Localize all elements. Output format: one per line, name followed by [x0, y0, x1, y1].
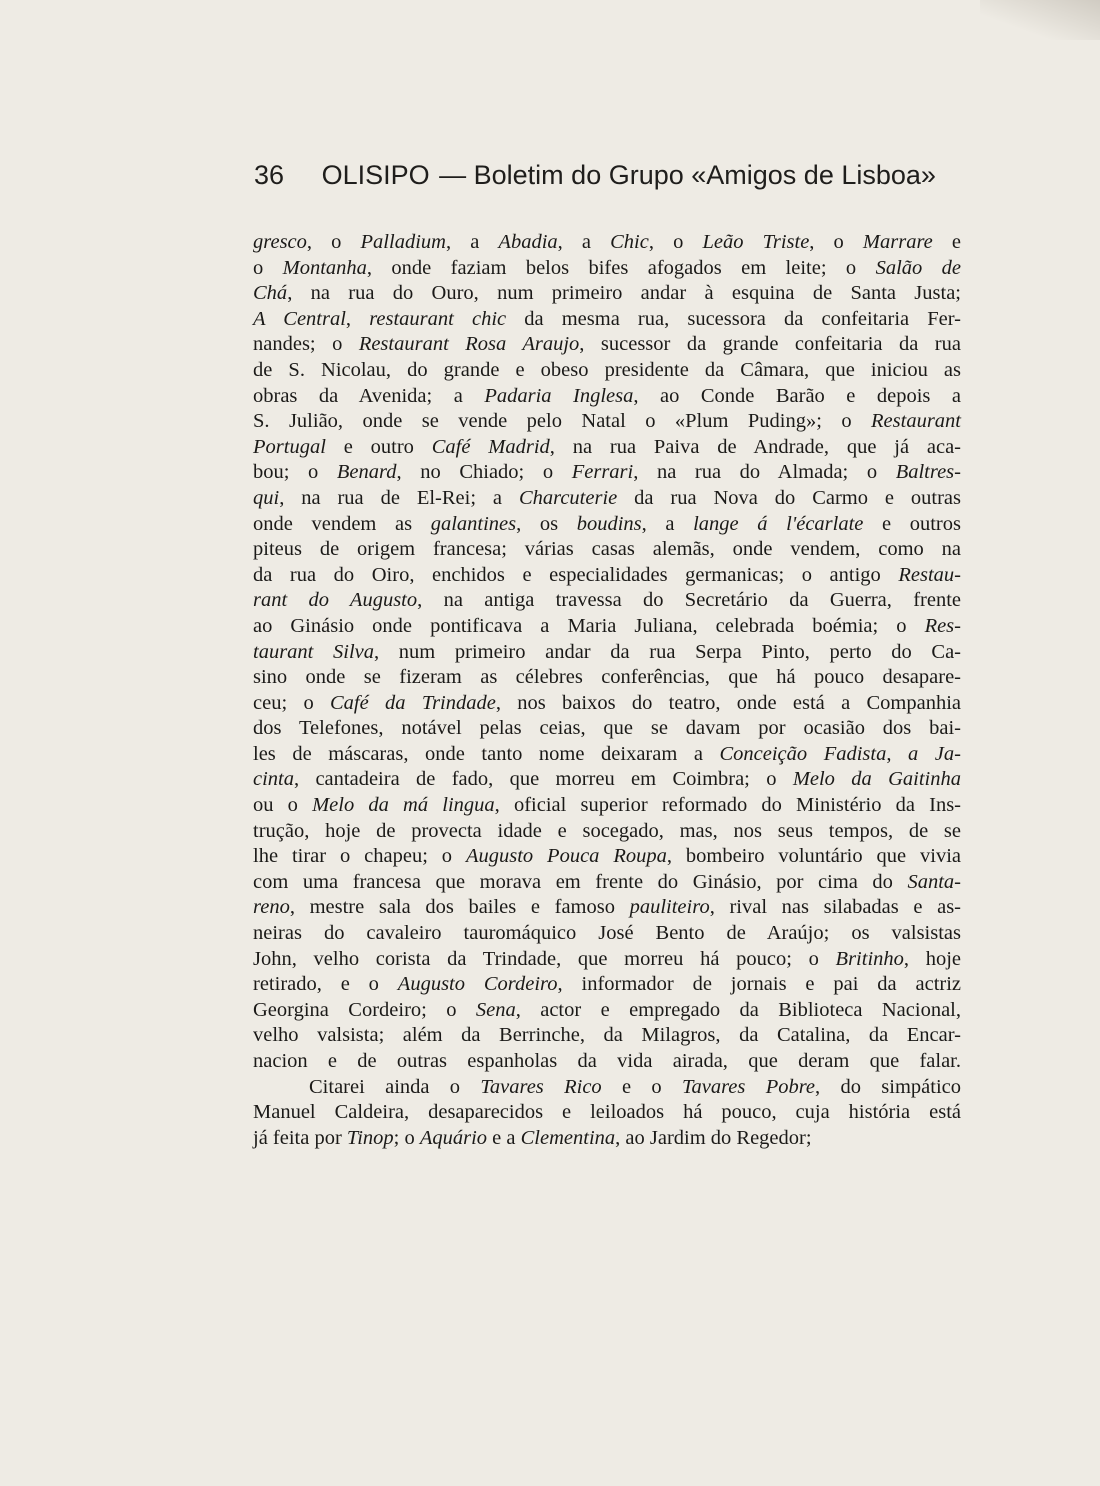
text-line: neiras do cavaleiro tauromáquico José Bento de Araújo; os valsistas [253, 922, 961, 945]
text-line: dos Telefones, notável pelas ceias, que se davam por ocasião dos bai- [253, 717, 961, 740]
text-line: Manuel Caldeira, desaparecidos e leiloados há pouco, cuja história está [253, 1101, 961, 1124]
text-line: nacion e de outras espanholas da vida airada, que deram que falar. [253, 1050, 961, 1072]
header-separator: — [439, 160, 467, 190]
text-line: gresco, o Palladium, a Abadia, a Chic, o Leão Triste, o Marrare e [253, 231, 962, 253]
text-line: de S. Nicolau, do grande e obeso presidente da Câmara, que iniciou as [253, 358, 961, 381]
text-line: trução, hoje de provecta idade e socegado, mas, nos seus tempos, de se [253, 819, 961, 842]
text-line: com uma francesa que morava em frente do Ginásio, por cima do Santa- [253, 870, 961, 893]
text-line: les de máscaras, onde tanto nome deixaram a Conceição Fadista, a Ja- [253, 742, 961, 765]
text-line: reno, mestre sala dos bailes e famoso pauliteiro, rival nas silabadas e as- [253, 896, 961, 919]
text-line: piteus de origem francesa; várias casas alemãs, onde vendem, como na [253, 538, 961, 561]
page-header [254, 160, 954, 204]
text-line: Citarei ainda o Tavares Rico e o Tavares Pobre, do simpático [309, 1075, 961, 1098]
text-line: qui, na rua de El-Rei; a Charcuterie da rua Nova do Carmo e outras [253, 486, 961, 509]
text-line: cinta, cantadeira de fado, que morreu em Coimbra; o Melo da Gaitinha [253, 768, 962, 791]
body-text [253, 230, 961, 1151]
text-line: obras da Avenida; a Padaria Inglesa, ao Conde Barão e depois a [253, 384, 962, 407]
text-line: ou o Melo da má lingua, oficial superior reformado do Ministério da Ins- [253, 794, 962, 817]
text-line: já feita por Tinop; o Aquário e a Clementina, ao Jardim do Regedor; [253, 1126, 812, 1149]
text-line: sino onde se fizeram as célebres conferências, que há pouco desapare- [253, 666, 961, 689]
text-line: velho valsista; além da Berrinche, da Milagros, da Catalina, da Encar- [253, 1024, 961, 1047]
text-line: nandes; o Restaurant Rosa Araujo, sucessor da grande confeitaria da rua [253, 333, 961, 356]
text-line: o Montanha, onde faziam belos bifes afogados em leite; o Salão de [253, 256, 961, 279]
text-line: taurant Silva, num primeiro andar da rua Serpa Pinto, perto do Ca- [253, 640, 961, 663]
text-line: S. Julião, onde se vende pelo Natal o «Plum Puding»; o Restaurant [253, 410, 961, 433]
text-line: rant do Augusto, na antiga travessa do Secretário da Guerra, frente [253, 589, 962, 612]
text-line: ceu; o Café da Trindade, nos baixos do teatro, onde está a Companhia [253, 691, 961, 714]
text-line: A Central, restaurant chic da mesma rua, sucessora da confeitaria Fer- [253, 307, 962, 330]
text-line: Chá, na rua do Ouro, num primeiro andar à esquina de Santa Justa; [253, 282, 961, 305]
text-line: Portugal e outro Café Madrid, na rua Paiva de Andrade, que já aca- [253, 435, 962, 458]
journal-subtitle: Boletim do Grupo «Amigos de Lisboa» [473, 160, 936, 190]
text-line: bou; o Benard, no Chiado; o Ferrari, na rua do Almada; o Baltres- [253, 461, 961, 484]
journal-title: OLISIPO [321, 160, 430, 190]
text-line: retirado, e o Augusto Cordeiro, informador de jornais e pai da actriz [253, 973, 962, 996]
text-line: ao Ginásio onde pontificava a Maria Juliana, celebrada boémia; o Res- [253, 614, 961, 637]
text-line: lhe tirar o chapeu; o Augusto Pouca Roupa, bombeiro voluntário que vivia [253, 845, 962, 868]
text-line: John, velho corista da Trindade, que morreu há pouco; o Britinho, hoje [253, 947, 962, 970]
text-line: onde vendem as galantines, os boudins, a lange á l'écarlate e outros [253, 512, 961, 535]
text-line: da rua do Oiro, enchidos e especialidades germanicas; o antigo Restau- [253, 563, 961, 586]
paper-corner-shadow [980, 0, 1100, 40]
text-line: Georgina Cordeiro; o Sena, actor e empregado da Biblioteca Nacional, [253, 998, 961, 1021]
page-number: 36 [254, 160, 285, 190]
